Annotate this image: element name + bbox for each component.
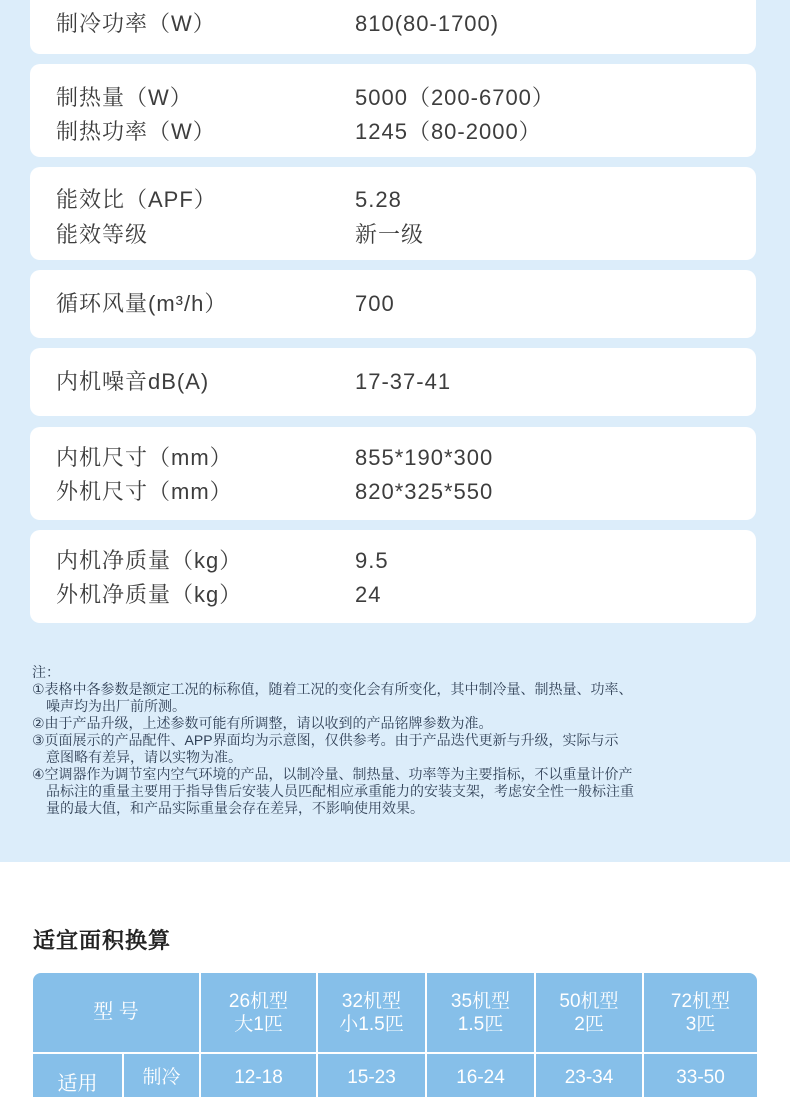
spec-value: 700 (355, 291, 395, 316)
spec-row (30, 287, 756, 321)
notes-heading: 注： (32, 664, 60, 680)
model-hp: 大1匹 (234, 1013, 283, 1035)
spec-value: 810(80-1700) (355, 11, 500, 36)
spec-label: 制冷功率（W） (56, 11, 216, 36)
spec-card-cooling-power (30, 0, 756, 54)
spec-label: 外机尺寸（mm） (56, 479, 233, 504)
model-hp: 2匹 (574, 1013, 604, 1035)
note-line: ④空调器作为调节室内空气环境的产品，以制冷量、制热量、功率等为主要指标，不以重量计价产 (32, 766, 633, 782)
spec-value: 新一级 (355, 222, 425, 247)
table-cell (201, 1054, 316, 1097)
spec-row (30, 475, 756, 509)
table-header-model (33, 973, 199, 1052)
spec-value: 820*325*550 (355, 479, 494, 504)
area-value: 33-50 (676, 1067, 725, 1088)
spec-row (30, 218, 756, 252)
model-hp: 3匹 (685, 1013, 716, 1035)
model-name: 32机型 (341, 990, 402, 1012)
spec-row (30, 81, 756, 115)
spec-label: 循环风量(m³/h） (56, 291, 228, 316)
spec-row (30, 7, 756, 41)
spec-value: 17-37-41 (355, 369, 452, 394)
model-name: 35机型 (450, 990, 511, 1012)
note-line: 量的最大值，和产品实际重量会存在差异，不影响使用效果。 (46, 800, 424, 816)
row-group-text: 适用 (57, 1072, 98, 1095)
spec-row (30, 365, 756, 399)
table-header-cell (318, 973, 425, 1052)
model-hp: 小1.5匹 (339, 1013, 404, 1035)
spec-label: 制热功率（W） (56, 119, 216, 144)
table-cell (427, 1054, 534, 1097)
spec-card-efficiency (30, 167, 756, 260)
model-name: 26机型 (228, 990, 289, 1012)
area-table (33, 973, 757, 1097)
note-line: 意图略有差异，请以实物为准。 (46, 749, 242, 765)
spec-card-airflow (30, 270, 756, 338)
table-header-cell (536, 973, 642, 1052)
spec-label: 内机净质量（kg） (56, 548, 243, 573)
table-header-cell (644, 973, 757, 1052)
spec-label: 能效等级 (56, 222, 149, 247)
spec-value: 5000（200-6700） (355, 85, 555, 110)
area-value: 23-34 (564, 1067, 614, 1088)
row-group-label (33, 1054, 122, 1097)
spec-value: 5.28 (355, 187, 402, 212)
model-name: 72机型 (670, 990, 731, 1012)
spec-row (30, 544, 756, 578)
spec-row (30, 115, 756, 149)
spec-card-weight (30, 530, 756, 623)
spec-value: 24 (355, 582, 382, 607)
table-cell (536, 1054, 642, 1097)
area-value: 15-23 (347, 1067, 396, 1088)
area-section-title: 适宜面积换算 (33, 928, 172, 953)
area-value: 16-24 (456, 1067, 505, 1088)
area-value: 12-18 (234, 1067, 283, 1088)
spec-card-dimensions (30, 427, 756, 520)
spec-label: 内机噪音dB(A) (56, 369, 210, 394)
table-header-cell (427, 973, 534, 1052)
spec-label: 内机尺寸（mm） (56, 445, 233, 470)
disclaimer-notes (32, 664, 732, 817)
spec-row (30, 441, 756, 475)
note-line: 品标注的重量主要用于指导售后安装人员匹配相应承重能力的安装支架，考虑安全性一般标注重 (46, 783, 634, 799)
model-name: 50机型 (559, 990, 619, 1012)
note-line: ③页面展示的产品配件、APP界面均为示意图，仅供参考。由于产品迭代更新与升级，实际与示 (32, 732, 619, 748)
table-header-label: 型 号 (93, 1001, 139, 1023)
table-cell (644, 1054, 757, 1097)
spec-value: 1245（80-2000） (355, 119, 542, 144)
spec-value: 9.5 (355, 548, 389, 573)
spec-row (30, 183, 756, 217)
spec-value: 855*190*300 (355, 445, 494, 470)
note-line: ①表格中各参数是额定工况的标称值，随着工况的变化会有所变化，其中制冷量、制热量、功率、 (32, 681, 633, 697)
note-line: 噪声均为出厂前所测。 (46, 698, 186, 714)
spec-label: 外机净质量（kg） (56, 582, 243, 607)
table-cell (318, 1054, 425, 1097)
spec-card-heating (30, 64, 756, 157)
spec-card-noise (30, 348, 756, 416)
note-line: ②由于产品升级，上述参数可能有所调整，请以收到的产品铭牌参数为准。 (32, 715, 493, 731)
row-label-cell (124, 1054, 199, 1097)
model-hp: 1.5匹 (457, 1013, 504, 1035)
spec-row (30, 578, 756, 612)
table-header-cell (201, 973, 316, 1052)
spec-label: 制热量（W） (56, 85, 193, 110)
row-label: 制冷 (142, 1067, 181, 1088)
spec-label: 能效比（APF） (56, 187, 217, 212)
